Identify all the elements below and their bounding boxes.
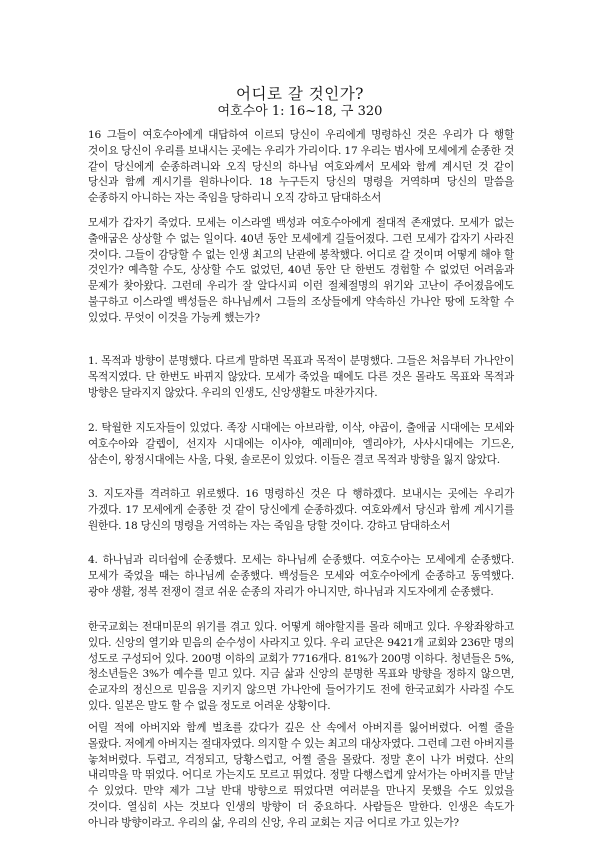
point-1-paragraph: 1. 목적과 방향이 분명했다. 다르게 말하면 목표과 목적이 분명했다. 그들은 처음부터 가나안이 목적지였다. 단 한번도 바뀌지 않았다. 모세가 죽었을 때에도 다른 것은 몰라도 목표와 목적과 방향은 달라지지 않았다. 우리의 인생도, 신앙생활도 마찬가지다. (88, 355, 514, 399)
korean-church-paragraph: 한국교회는 전대미문의 위기를 겪고 있다. 어떻게 해야할지를 몰라 헤매고 있다. 우왕좌왕하고 있다. 신앙의 열기와 믿음의 순수성이 사라지고 있다. 우리 교단은 9421개 교회와 236만 명의 성도로 구성되어 있다. 200명 이하의 교회가 7716개다. 81%가 200명 이하다. 청년들은 5%, 청소년들은 3%가 예수를 믿고 있다. 지금 삶과 신앙의 분명한 목표와 방향을 정하지 않으면, 순교자의 정신으로 믿음을 지키지 않으면 가나안에 들어가기도 전에 한국교회가 사라질 수도 있다. 일본은 말도 할 수 없을 정도로 어려운 상황이다. (88, 621, 514, 712)
scripture-paragraph: 16 그들이 여호수아에게 대답하여 이르되 당신이 우리에게 명령하신 것은 우리가 다 행할 것이요 당신이 우리를 보내시는 곳에는 우리가 가리이다. 17 우리는 범사에 모세에게 순종한 것 같이 당신에게 순종하려니와 오직 당신의 하나님 여호와께서 모세와 함께 계시던 것 같이 당신과 함께 계시기를 원하나이다. 18 누구든지 당신의 명령을 거역하며 당신의 말씀을 순종하지 아니하는 자는 죽임을 당하리니 오직 강하고 담대하소서 (88, 129, 514, 205)
intro-paragraph: 모세가 갑자기 죽었다. 모세는 이스라엘 백성과 여호수아에게 절대적 존재였다. 모세가 없는 출애굽은 상상할 수 없는 일이다. 40년 동안 모세에게 길들어졌다. 그런 모세가 갑자기 사라진 것이다. 그들이 감당할 수 없는 인생 최고의 난관에 봉착했다. 어디로 갈 것이며 어떻게 해야 할 것인가? 예측할 수도, 상상할 수도 없었던, 40년 동안 단 한번도 경험할 수 없었던 어려움과 문제가 찾아왔다. 그런데 우리가 잘 알다시피 이런 절체절명의 위기와 고난이 주어졌음에도 불구하고 이스라엘 백성들은 하나님께서 그들의 조상들에게 약속하신 가나안 땅에 도착할 수 있었다. 무엇이 이것을 가능케 했는가? (88, 217, 514, 324)
page-title: 어디로 갈 것인가? (236, 85, 364, 103)
point-3-paragraph: 3. 지도자를 격려하고 위로했다. 16 명령하신 것은 다 행하겠다. 보내시는 곳에는 우리가 가겠다. 17 모세에게 순종한 것 같이 당신에게 순종하겠다. 여호와께서 당신과 함께 계시기를 원한다. 18 당신의 명령을 거역하는 자는 죽임을 당할 것이다. 강하고 담대하소서 (88, 488, 514, 532)
point-4-paragraph: 4. 하나님과 리더쉽에 순종했다. 모세는 하나님께 순종했다. 여호수아는 모세에게 순종했다. 모세가 죽었을 때는 하나님께 순종했다. 백성들은 모세와 여호수아에게 순종하고 동역했다. 광야 생활, 정복 전쟁이 결코 쉬운 순종의 자리가 아니지만, 하나님과 지도자에게 순종했다. (88, 554, 514, 598)
closing-story-paragraph: 어릴 적에 아버지와 함께 벌초를 갔다가 깊은 산 속에서 아버지를 잃어버렸다. 어쩔 줄을 몰랐다. 저에게 아버지는 절대자였다. 의지할 수 있는 최고의 대상자였다. 그런데 그런 아버지를 놓쳐버렸다. 두렵고, 걱정되고, 당황스럽고, 어쩔 줄을 몰랐다. 정말 혼이 나가 버렸다. 산의 내리막을 막 뛰었다. 어디로 가는지도 모르고 뛰었다. 정말 다행스럽게 앞서가는 아버지를 만날 수 있었다. 만약 제가 그날 반대 방향으로 뛰었다면 여러분을 만나지 못했을 수도 있었을 것이다. 열심히 사는 것보다 인생의 방향이 더 중요하다. 사람들은 말한다. 인생은 속도가 아니라 방향이라고. 우리의 삶, 우리의 신앙, 우리 교회는 지금 어디로 가고 있는가? (88, 722, 514, 829)
scripture-reference: 여호수아 1: 16~18, 구 320 (217, 104, 383, 119)
point-2-paragraph: 2. 탁월한 지도자들이 있었다. 족장 시대에는 아브라함, 이삭, 야곱이, 출애굽 시대에는 모세와 여호수아와 갈렙이, 선지자 시대에는 이사야, 예레미야, 엘리야가, 사사시대에는 기드온, 삼손이, 왕정시대에는 사울, 다윗, 솔로몬이 있었다. 이들은 결코 목적과 방향을 잃지 않았다. (88, 422, 514, 466)
